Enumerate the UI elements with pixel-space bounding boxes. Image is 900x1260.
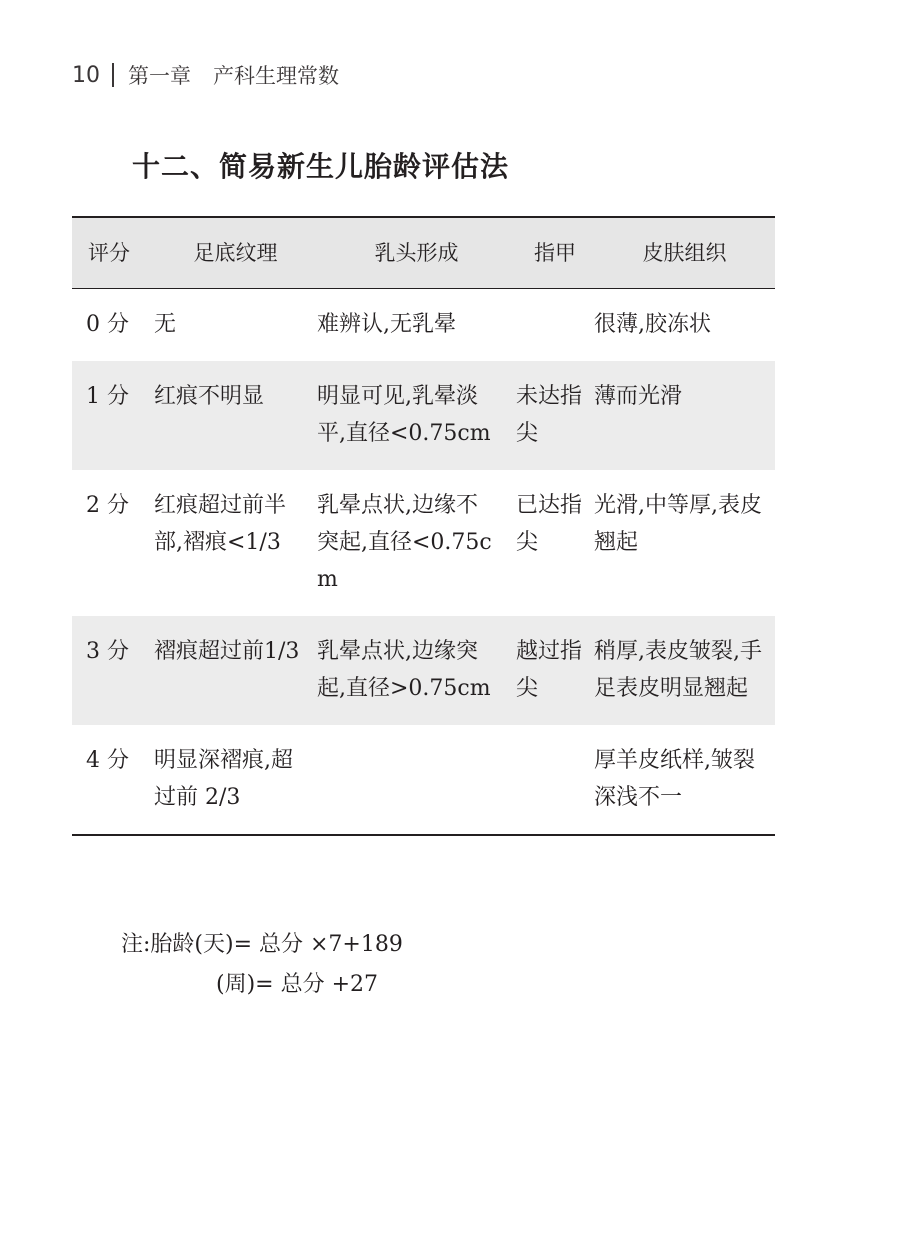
chapter-number: 第一章 [128,64,191,88]
cell-skin: 薄而光滑 [594,384,683,409]
cell-sole: 红痕超过前半部,褶痕<1/3 [154,493,287,555]
cell-score: 0 分 [86,312,129,337]
cell-sole: 红痕不明显 [154,384,265,409]
note-line-days: 注:胎龄(天)= 总分 ×7+189 [121,932,403,957]
cell-score: 3 分 [86,639,129,664]
cell-nail [516,289,594,362]
cell-skin: 光滑,中等厚,表皮翘起 [594,493,762,555]
cell-nail: 未达指尖 [516,384,583,446]
header-separator [112,63,114,87]
header-nipple: 乳头形成 [317,217,516,289]
cell-skin: 厚羊皮纸样,皱裂深浅不一 [594,725,775,835]
table-note [121,925,403,1005]
cell-nipple: 难辨认,无乳晕 [317,312,456,337]
header-skin: 皮肤组织 [594,217,775,289]
table-row [72,616,775,725]
cell-sole: 褶痕超过前1/3 [154,639,300,664]
section-title: 十二、简易新生儿胎龄评估法 [132,150,510,183]
cell-nipple: 明显可见,乳晕淡平,直径<0.75cm [317,384,491,446]
cell-nipple [317,725,516,835]
chapter-title: 产科生理常数 [213,64,339,88]
table-row [72,289,775,362]
header-sole: 足底纹理 [154,217,317,289]
cell-nipple: 乳晕点状,边缘突起,直径>0.75cm [317,639,491,701]
table-header-row [72,217,775,289]
cell-sole: 无 [154,312,177,337]
cell-nail [516,725,594,835]
cell-nipple: 乳晕点状,边缘不突起,直径<0.75cm [317,493,492,592]
table-row [72,361,775,470]
cell-score: 1 分 [86,384,129,409]
table-row [72,470,775,616]
cell-sole: 明显深褶痕,超过前 2/3 [154,725,317,835]
header-score: 评分 [72,217,154,289]
header-nail: 指甲 [516,217,594,289]
cell-nail: 已达指尖 [516,493,583,555]
cell-nail: 越过指尖 [516,639,583,701]
cell-score: 2 分 [86,493,129,518]
note-line-weeks: (周)= 总分 +27 [216,972,379,997]
cell-skin: 很薄,胶冻状 [594,312,711,337]
gestational-age-table [72,216,775,836]
page-number: 10 [72,62,100,88]
cell-score: 4 分 [72,725,154,835]
running-head [72,60,339,90]
table-row [72,725,775,835]
cell-skin: 稍厚,表皮皱裂,手足表皮明显翘起 [594,639,762,701]
